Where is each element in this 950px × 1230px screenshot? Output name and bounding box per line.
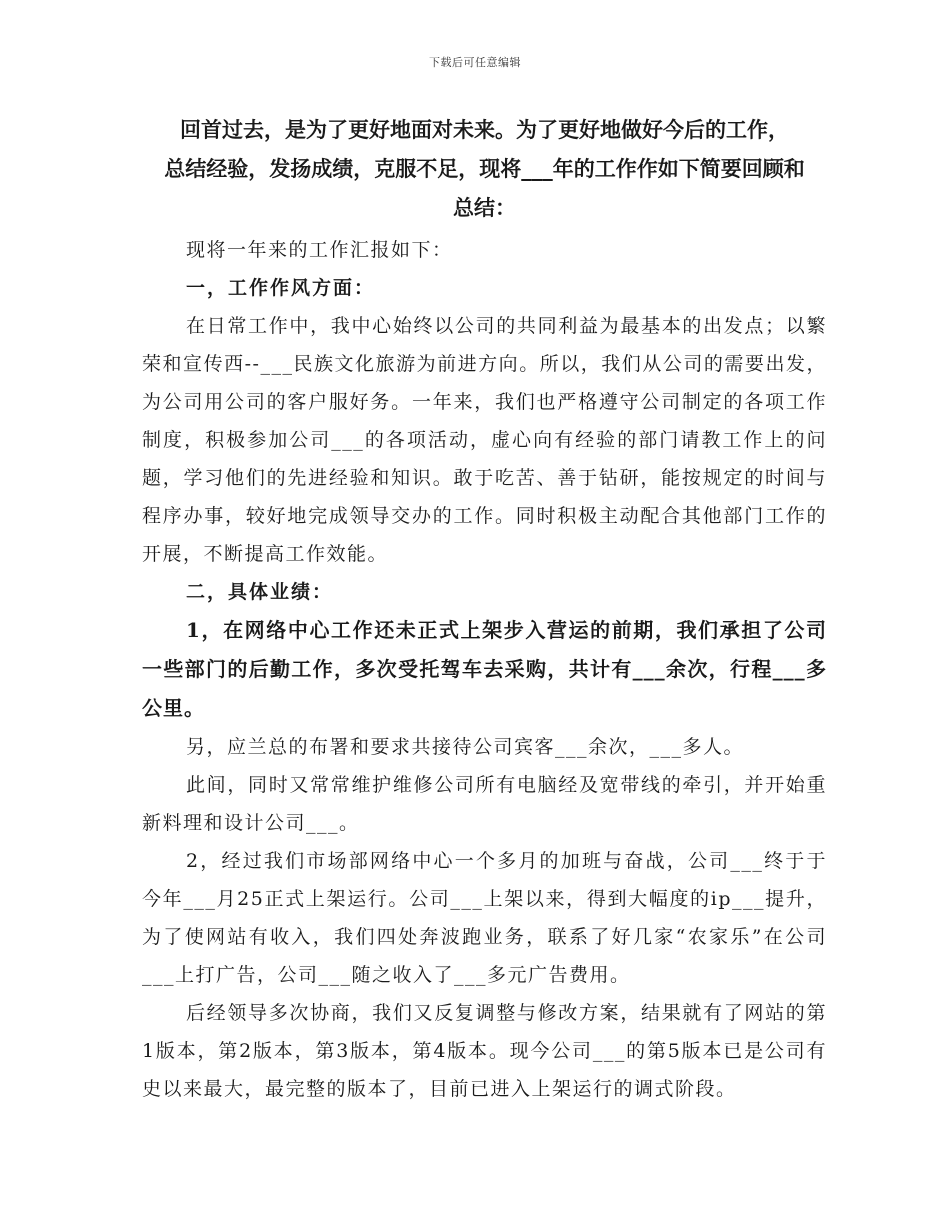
section-heading-achievements: 二，具体业绩：: [186, 581, 334, 603]
intro-paragraph: [142, 110, 827, 227]
maintenance-paragraph: 此间，同时又常常维护维修公司所有电脑经及宽带线的牵引，并开始重新料理和设计公司___。: [142, 774, 827, 834]
intro-line-3: 总结：: [453, 195, 516, 220]
document-body: [142, 110, 827, 1108]
intro-line-2: 总结经验，发扬成绩，克服不足，现将___年的工作作如下简要回顾和: [164, 156, 805, 181]
section-heading-work-style: 一，工作作风方面：: [186, 277, 376, 299]
reception-paragraph: 另，应兰总的布署和要求共接待公司宾客___余次，___多人。: [186, 736, 745, 758]
lead-paragraph: 现将一年来的工作汇报如下：: [186, 239, 453, 261]
work-style-paragraph: 在日常工作中，我中心始终以公司的共同利益为最基本的出发点；以繁荣和宣传西--___民族文化旅游为前进方向。所以，我们从公司的需要出发，为公司用公司的客户服好务。一年来，我们也严格遵守公司制定的各项工作制度，积极参加公司___的各项活动，虚心向有经验的部门请教工作上的问题，学习他们的先进经验和知识。敢于吃苦、善于钻研，能按规定的时间与程序办事，较好地完成领导交办的工作。同时积极主动配合其他部门工作的开展，不断提高工作效能。: [142, 315, 827, 565]
achievement-item-1: 1，在网络中心工作还未正式上架步入营运的前期，我们承担了公司一些部门的后勤工作，多次受托驾车去采购，共计有___余次，行程___多公里。: [142, 618, 827, 720]
intro-line-1: 回首过去，是为了更好地面对未来。为了更好地做好今后的工作，: [180, 117, 789, 142]
achievement-item-2: 2，经过我们市场部网络中心一个多月的加班与奋战，公司___终于于今年___月25正式上架运行。公司___上架以来，得到大幅度的ip___提升，为了使网站有收入，我们四处奔波跑业务，联系了好几家“农家乐”在公司___上打广告，公司___随之收入了___多元广告费用。: [142, 850, 827, 986]
versions-paragraph: 后经领导多次协商，我们又反复调整与修改方案，结果就有了网站的第1版本，第2版本，第3版本，第4版本。现今公司___的第5版本已是公司有史以来最大，最完整的版本了，目前已进入上架运行的调式阶段。: [142, 1002, 827, 1100]
header-note: 下载后可任意编辑: [429, 56, 521, 69]
